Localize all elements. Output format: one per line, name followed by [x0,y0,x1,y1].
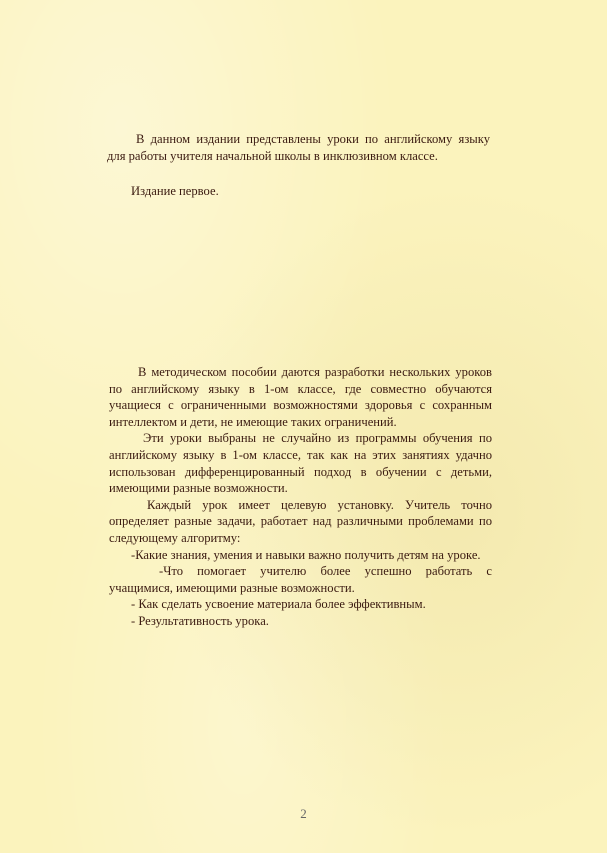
algorithm-item-efficiency: - Как сделать усвоение материала более эффективным. [131,597,426,612]
algorithm-item-results: - Результативность урока. [131,613,269,628]
algorithm-item-help: -Что помогает учителю более успешно работать с учащимися, имеющими разные возможности. [109,564,492,595]
goal-paragraph: Каждый урок имеет целевую установку. Учитель точно определяет разные задачи, работает над различными проблемами по следующему алгоритму: [109,497,492,545]
methodology-section [109,364,492,630]
intro-paragraph: В данном издании представлены уроки по английскому языку для работы учителя начальной школы в инклюзивном классе. [107,132,490,163]
algorithm-item-knowledge: -Какие знания, умения и навыки важно получить детям на уроке. [131,547,481,562]
lessons-paragraph: Эти уроки выбраны не случайно из программы обучения по английскому языку в 1-ом классе, так как на этих занятиях удачно использован дифференцированный подход в обучении с детьми, имеющими разные возможности. [109,431,492,496]
edition-note: Издание первое. [131,184,219,198]
methodology-paragraph: В методическом пособии даются разработки нескольких уроков по английскому языку в 1-ом классе, где совместно обучаются учащиеся с ограниченными возможностями здоровья с сохранным интеллектом и дети, не имеющие таких ограничений. [109,365,492,429]
page-number: 2 [300,806,307,821]
